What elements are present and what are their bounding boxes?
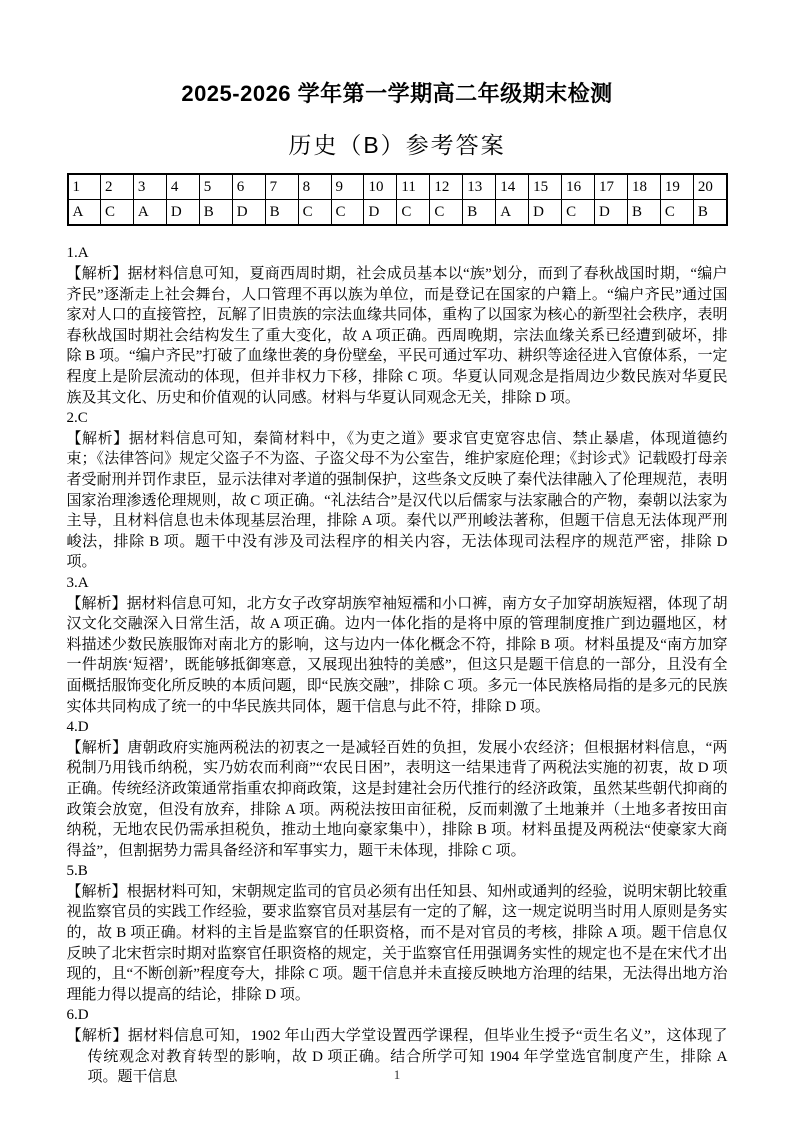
section-label: 4.D bbox=[66, 719, 89, 736]
section-label: 1.A bbox=[66, 245, 89, 262]
section-label: 2.C bbox=[66, 410, 88, 427]
answer-section bbox=[67, 717, 728, 861]
answer-section bbox=[67, 861, 728, 1005]
question-number-cell: 6 bbox=[232, 174, 265, 200]
question-number-cell: 20 bbox=[693, 174, 726, 200]
question-number-cell: 19 bbox=[660, 174, 693, 200]
question-number-cell: 9 bbox=[331, 174, 364, 200]
section-label: 6.D bbox=[66, 1007, 89, 1024]
question-number-cell: 8 bbox=[298, 174, 331, 200]
answer-letter-cell: D bbox=[595, 200, 628, 226]
question-number-cell: 12 bbox=[430, 174, 463, 200]
answer-letter-cell: B bbox=[199, 200, 232, 226]
answer-letter-cell: C bbox=[331, 200, 364, 226]
question-number-cell: 15 bbox=[529, 174, 562, 200]
answer-letter-cell: B bbox=[265, 200, 298, 226]
answer-letter-cell: D bbox=[364, 200, 397, 226]
section-explanation: 【解析】据材料信息可知，1902 年山西大学堂设置西学课程，但毕业生授予“贡生名义”，这体现了传统观念对教育转型的影响，故 D 项正确。结合所学可知 1904 年学堂选官制度产生，排除 A 项。题干信息 bbox=[66, 1028, 728, 1086]
section-explanation: 【解析】据材料信息可知，秦简材料中，《为吏之道》要求官吏宽容忠信、禁止暴虐，体现道德约束；《法律答问》规定父盗子不为盗、子盗父母不为公室告，维护家庭伦理；《封诊式》记载殴打母亲者受耐刑并罚作隶臣，显示法律对孝道的强制保护，这些条文反映了秦代法律融入了伦理规范，表明国家治理渗透伦理规则，故 C 项正确。“礼法结合”是汉代以后儒家与法家融合的产物，秦朝以法家为主导，且材料信息也未体现基层治理，排除 A 项。秦代以严刑峻法著称，但题干信息无法体现严刑峻法，排除 B 项。题干中没有涉及司法程序的相关内容，无法体现司法程序的规范严密，排除 D 项。 bbox=[66, 430, 728, 571]
answer-letter-cell: B bbox=[463, 200, 496, 226]
answer-letter-row bbox=[68, 200, 727, 226]
answer-letter-cell: C bbox=[100, 200, 133, 226]
answer-letter-cell: C bbox=[562, 200, 595, 226]
question-number-cell: 18 bbox=[627, 174, 660, 200]
answer-letter-cell: D bbox=[166, 200, 199, 226]
explanations bbox=[67, 243, 728, 1087]
answer-letter-cell: C bbox=[298, 200, 331, 226]
answer-table bbox=[67, 173, 728, 226]
section-explanation: 【解析】据材料信息可知，夏商西周时期，社会成员基本以“族”划分，而到了春秋战国时期，“编户齐民”逐渐走上社会舞台，人口管理不再以族为单位，而是登记在国家的户籍上。“编户齐民”通过国家对人口的直接管控，瓦解了旧贵族的宗法血缘共同体，重构了以国家为核心的新型社会秩序，表明春秋战国时期社会结构发生了重大变化，故 A 项正确。西周晚期，宗法血缘关系已经遭到破坏，排除 B 项。“编户齐民”打破了血缘世袭的身份壁垒，平民可通过军功、耕织等途径进入官僚体系，一定程度上是阶层流动的体现，但并非权力下移，排除 C 项。华夏认同观念是指周边少数民族对华夏民族及其文化、历史和价值观的认同感。材料与华夏认同观念无关，排除 D 项。 bbox=[66, 266, 728, 406]
answer-letter-cell: A bbox=[68, 200, 101, 226]
question-number-cell: 7 bbox=[265, 174, 298, 200]
answer-letter-cell: C bbox=[397, 200, 430, 226]
question-number-cell: 1 bbox=[68, 174, 101, 200]
answer-section bbox=[67, 408, 728, 573]
answer-section bbox=[67, 573, 728, 717]
answer-letter-cell: C bbox=[430, 200, 463, 226]
question-number-cell: 11 bbox=[397, 174, 430, 200]
question-number-cell: 16 bbox=[562, 174, 595, 200]
answer-letter-cell: D bbox=[232, 200, 265, 226]
page-number: 1 bbox=[393, 1067, 401, 1082]
question-number-cell: 5 bbox=[199, 174, 232, 200]
answer-number-row bbox=[68, 174, 727, 200]
section-label: 3.A bbox=[66, 574, 89, 591]
question-number-cell: 17 bbox=[595, 174, 628, 200]
answer-letter-cell: B bbox=[693, 200, 726, 226]
question-number-cell: 14 bbox=[496, 174, 529, 200]
answer-letter-cell: A bbox=[133, 200, 166, 226]
document-subtitle: 历史（B）参考答案 bbox=[288, 132, 506, 159]
question-number-cell: 10 bbox=[364, 174, 397, 200]
answer-letter-cell: C bbox=[660, 200, 693, 226]
question-number-cell: 2 bbox=[100, 174, 133, 200]
question-number-cell: 13 bbox=[463, 174, 496, 200]
section-explanation: 【解析】唐朝政府实施两税法的初衷之一是减轻百姓的负担，发展小农经济；但根据材料信息，“两税制乃用钱币纳税，实乃妨农而利商”“农民日困”，表明这一结果违背了两税法实施的初衷，故 D 项正确。传统经济政策通常指重农抑商政策，这是封建社会历代推行的经济政策，虽然某些朝代抑商的政策会放宽，但没有放弃，排除 A 项。两税法按田亩征税，反而刺激了土地兼并（土地多者按田亩纳税，无地农民仍需承担税负，推动土地向豪家集中），排除 B 项。材料虽提及两税法“使豪家大商得益”，但割据势力需具备经济和军事实力，题干未体现，排除 C 项。 bbox=[66, 739, 728, 859]
answer-letter-cell: D bbox=[529, 200, 562, 226]
section-explanation: 【解析】根据材料可知，宋朝规定监司的官员必须有出任知县、知州或通判的经验，说明宋朝比较重视监察官员的实践工作经验，要求监察官员对基层有一定的了解，这一规定说明当时用人原则是务实的，故 B 项正确。材料的主旨是监察官的任职资格，而不是对官员的考核，排除 A 项。题干信息仅反映了北宋哲宗时期对监察官任职资格的规定，关于监察官任用强调务实性的规定也不是在宋代才出现的，且“不断创新”程度夸大，排除 C 项。题干信息并未直接反映地方治理的结果，无法得出地方治理能力得以提高的结论，排除 D 项。 bbox=[66, 883, 728, 1003]
question-number-cell: 4 bbox=[166, 174, 199, 200]
answer-section bbox=[67, 243, 728, 408]
section-label: 5.B bbox=[66, 863, 88, 880]
document-title: 2025-2026 学年第一学期高二年级期末检测 bbox=[181, 81, 613, 106]
answer-letter-cell: B bbox=[627, 200, 660, 226]
section-explanation: 【解析】据材料信息可知，北方女子改穿胡族窄袖短襦和小口裤，南方女子加穿胡族短褶，体现了胡汉文化交融深入日常生活，故 A 项正确。边内一体化指的是将中原的管理制度推广到边疆地区，材料描述少数民族服饰对南北方的影响，这与边内一体化概念不符，排除 B 项。材料虽提及“南方加穿一件胡族‘短褶’，既能够抵御寒意，又展现出独特的美感”，但这只是题干信息的一部分，且没有全面概括服饰变化所反映的本质问题，即“民族交融”，排除 C 项。多元一体民族格局指的是多元的民族实体共同构成了统一的中华民族共同体，题干信息与此不符，排除 D 项。 bbox=[66, 595, 728, 715]
answer-letter-cell: A bbox=[496, 200, 529, 226]
question-number-cell: 3 bbox=[133, 174, 166, 200]
